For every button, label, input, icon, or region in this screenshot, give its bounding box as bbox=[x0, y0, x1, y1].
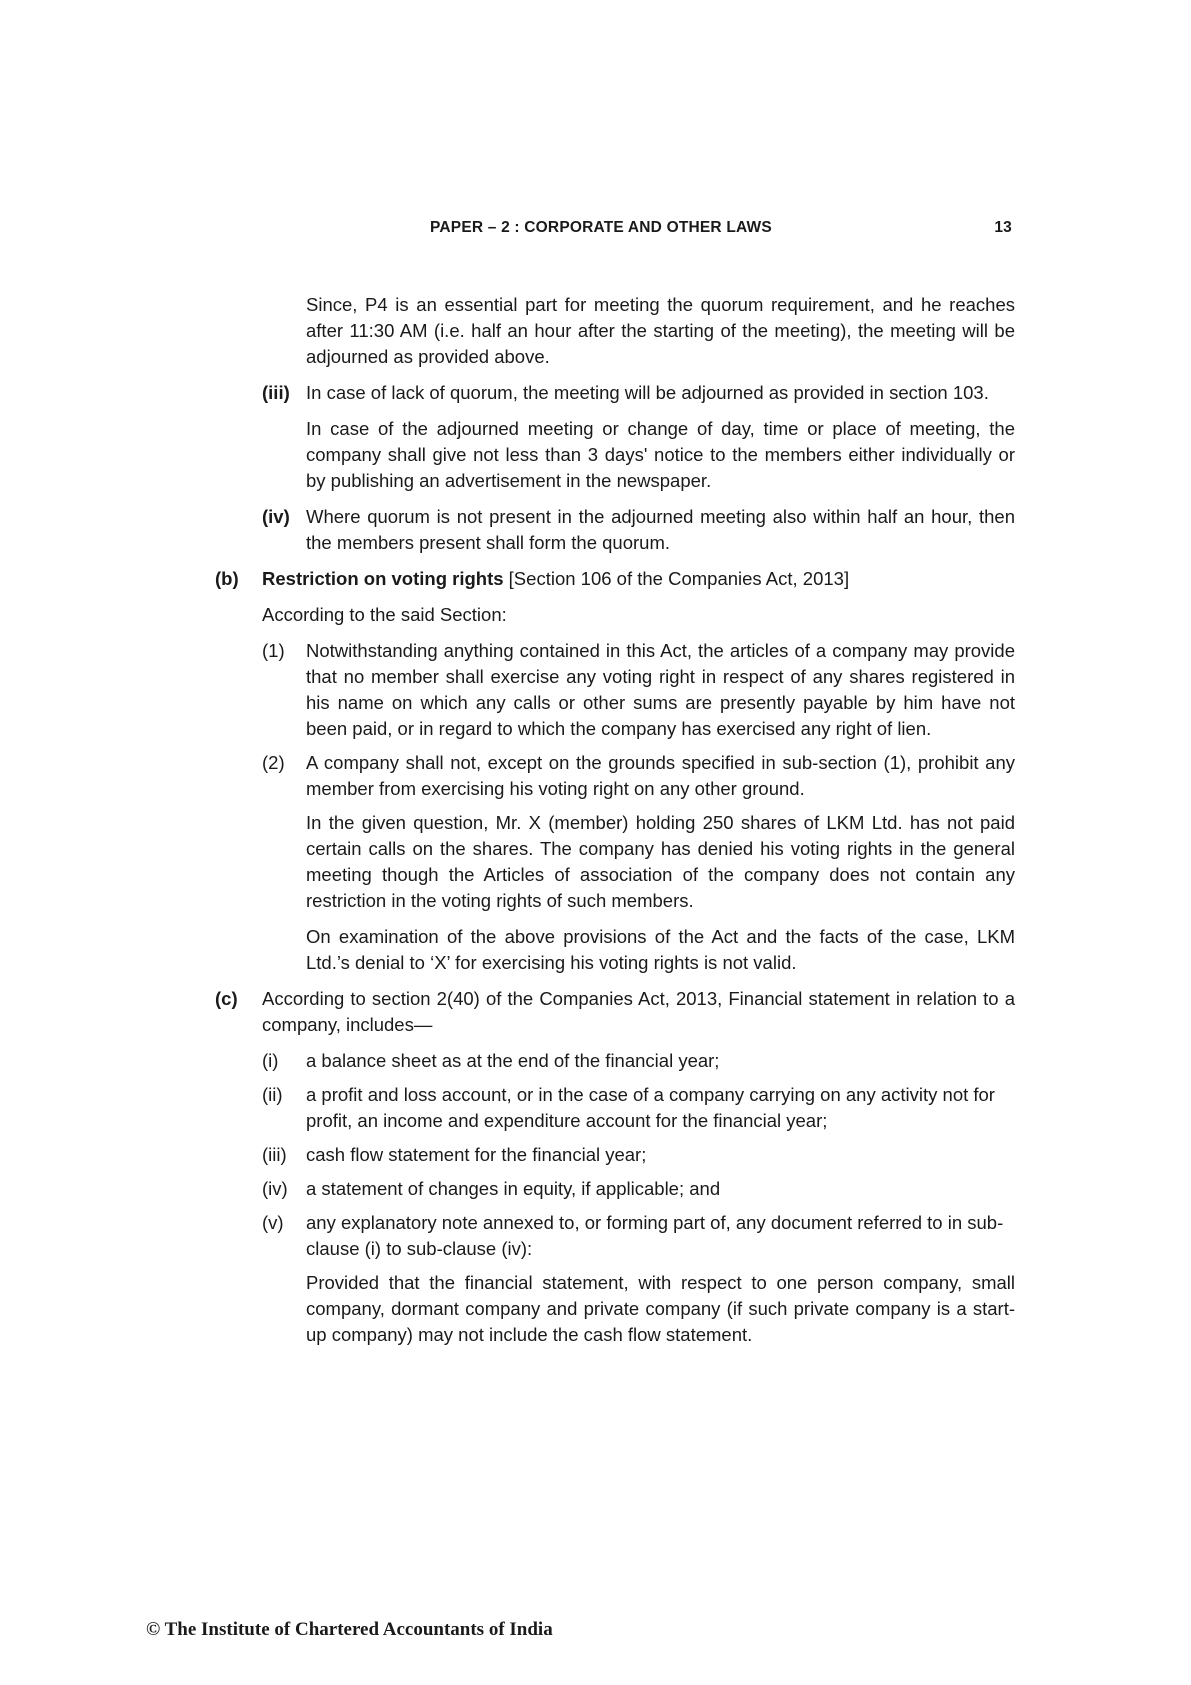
given-question-paragraph: In the given question, Mr. X (member) holding 250 shares of LKM Ltd. has not paid certain calls on the shares. The company has denied his voting rights in the general meeting though the Articles of association of the company does not contain any restriction in the voting rights of such members. bbox=[306, 812, 1015, 911]
list-item-c-i bbox=[262, 1048, 1015, 1074]
item-label: (iii) bbox=[262, 1144, 287, 1165]
section-label: (c) bbox=[215, 988, 238, 1009]
section-heading: Restriction on voting rights bbox=[262, 568, 504, 589]
page-number: 13 bbox=[994, 219, 1012, 236]
list-item-iii bbox=[262, 380, 1015, 406]
section-b-intro: According to the said Section: bbox=[262, 604, 507, 625]
section-b-heading bbox=[215, 566, 1015, 592]
list-item-c-ii bbox=[262, 1082, 1015, 1134]
section-c-text: According to section 2(40) of the Companies Act, 2013, Financial statement in relation to a company, includes— bbox=[262, 988, 1015, 1035]
section-label: (b) bbox=[215, 568, 239, 589]
item-text: a profit and loss account, or in the case of a company carrying on any activity not for profit, an income and expenditure account for the financial year; bbox=[306, 1084, 995, 1131]
item-label: (i) bbox=[262, 1050, 279, 1071]
item-label: (v) bbox=[262, 1212, 284, 1233]
header-title: PAPER – 2 : CORPORATE AND OTHER LAWS bbox=[430, 219, 772, 236]
list-item-c-iv bbox=[262, 1176, 1015, 1202]
item-label: (2) bbox=[262, 752, 285, 773]
list-item-iv bbox=[262, 504, 1015, 556]
item-text: Where quorum is not present in the adjourned meeting also within half an hour, then the members present shall form the quorum. bbox=[306, 506, 1015, 553]
section-c bbox=[215, 986, 1015, 1038]
document-body bbox=[215, 292, 1015, 1358]
item-iii-continuation: In case of the adjourned meeting or change of day, time or place of meeting, the company shall give not less than 3 days' notice to the members either individually or by publishing an advertisement in the newspaper. bbox=[306, 418, 1015, 491]
item-label: (1) bbox=[262, 640, 285, 661]
item-text: Notwithstanding anything contained in this Act, the articles of a company may provide that no member shall exercise any voting right in respect of any shares registered in his name on which any calls or other sums are presently payable by him have not been paid, or in regard to which the company has exercised any right of lien. bbox=[306, 640, 1015, 739]
conclusion-paragraph: On examination of the above provisions of the Act and the facts of the case, LKM Ltd.’s denial to ‘X’ for exercising his voting rights is not valid. bbox=[306, 926, 1015, 973]
item-label: (iv) bbox=[262, 506, 290, 527]
item-text: a statement of changes in equity, if applicable; and bbox=[306, 1178, 721, 1199]
list-item-c-v bbox=[262, 1210, 1015, 1262]
section-heading-suffix: [Section 106 of the Companies Act, 2013] bbox=[503, 568, 850, 589]
list-item-1 bbox=[262, 638, 1015, 742]
item-text: In case of lack of quorum, the meeting will be adjourned as provided in section 103. bbox=[306, 382, 989, 403]
item-label: (iii) bbox=[262, 382, 290, 403]
item-label: (ii) bbox=[262, 1084, 283, 1105]
list-item-2 bbox=[262, 750, 1015, 802]
item-text: A company shall not, except on the grounds specified in sub-section (1), prohibit any member from exercising his voting right on any other ground. bbox=[306, 752, 1015, 799]
item-label: (iv) bbox=[262, 1178, 288, 1199]
item-text: any explanatory note annexed to, or forming part of, any document referred to in sub-clause (i) to sub-clause (iv): bbox=[306, 1212, 1004, 1259]
item-text: a balance sheet as at the end of the financial year; bbox=[306, 1050, 720, 1071]
copyright-footer: © The Institute of Chartered Accountants of India bbox=[146, 1619, 553, 1640]
item-text: cash flow statement for the financial year; bbox=[306, 1144, 647, 1165]
proviso-paragraph: Provided that the financial statement, with respect to one person company, small company, dormant company and private company (if such private company is a start-up company) may not include the cash flow statement. bbox=[306, 1272, 1015, 1345]
intro-paragraph: Since, P4 is an essential part for meeting the quorum requirement, and he reaches after 11:30 AM (i.e. half an hour after the starting of the meeting), the meeting will be adjourned as provided above. bbox=[306, 294, 1015, 367]
list-item-c-iii bbox=[262, 1142, 1015, 1168]
